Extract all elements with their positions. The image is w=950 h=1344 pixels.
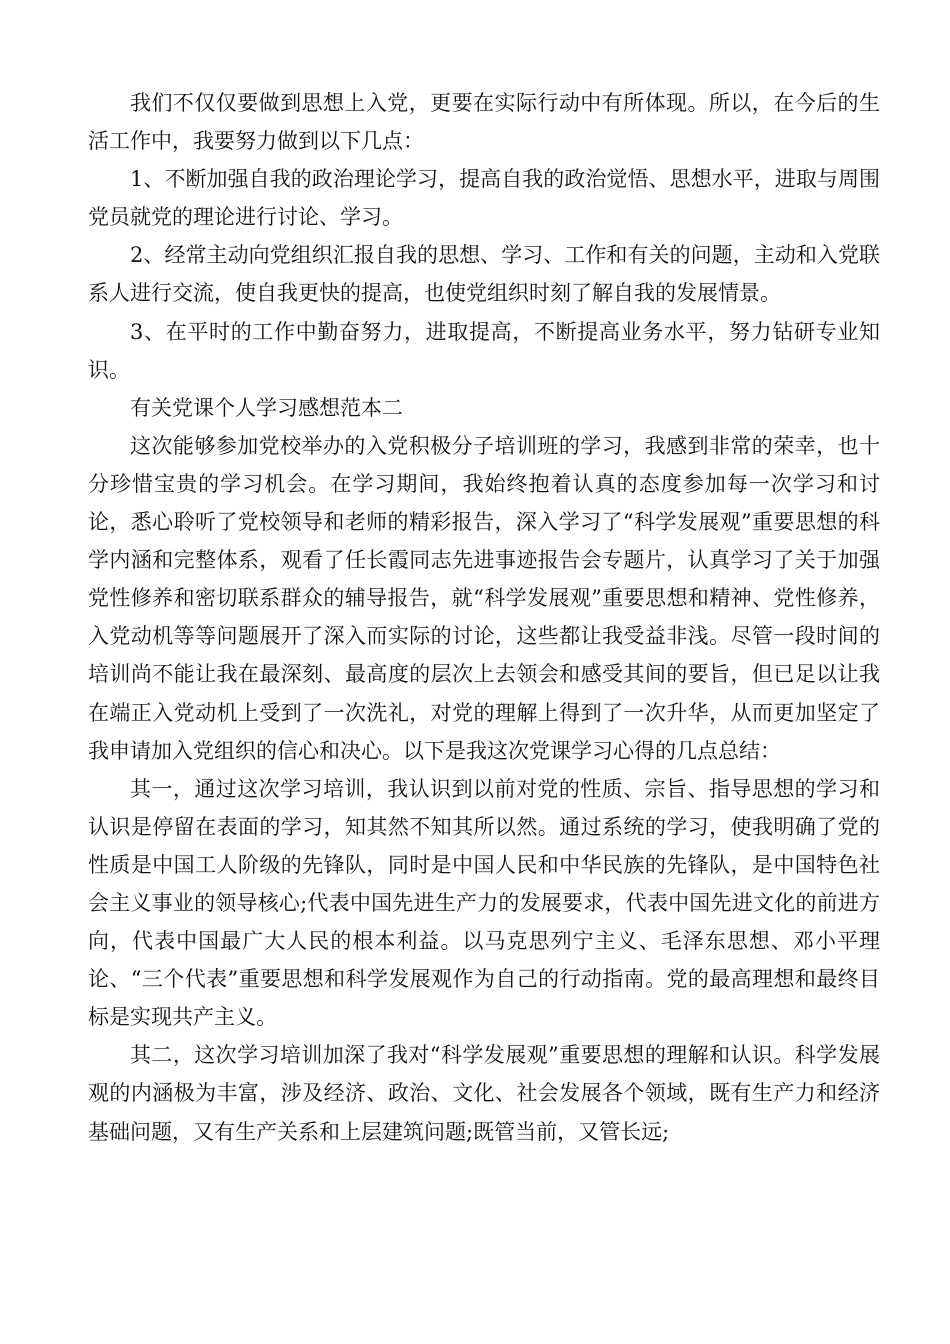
paragraph-point-2: 2、经常主动向党组织汇报自我的思想、学习、工作和有关的问题，主动和入党联系人进行交流，使自我更快的提高，也使党组织时刻了解自我的发展情景。 — [88, 243, 880, 306]
section-title: 有关党课个人学习感想范本二 — [130, 395, 403, 420]
paragraph-intro: 我们不仅仅要做到思想上入党，更要在实际行动中有所体现。所以，在今后的生活工作中，我要努力做到以下几点： — [88, 91, 880, 154]
document-page — [88, 84, 880, 1151]
paragraph-point-3: 3、在平时的工作中勤奋努力，进取提高，不断提高业务水平，努力钻研专业知识。 — [88, 319, 880, 382]
paragraph-training: 这次能够参加党校举办的入党积极分子培训班的学习，我感到非常的荣幸，也十分珍惜宝贵的学习机会。在学习期间，我始终抱着认真的态度参加每一次学习和讨论，悉心聆听了党校领导和老师的精彩报告，深入学习了“科学发展观”重要思想的科学内涵和完整体系，观看了任长霞同志先进事迹报告会专题片，认真学习了关于加强党性修养和密切联系群众的辅导报告，就“科学发展观”重要思想和精神、党性修养，入党动机等等问题展开了深入而实际的讨论，这些都让我受益非浅。尽管一段时间的培训尚不能让我在最深刻、最高度的层次上去领会和感受其间的要旨，但已足以让我在端正入党动机上受到了一次洗礼，对党的理解上得到了一次升华，从而更加坚定了我申请加入党组织的信心和决心。以下是我这次党课学习心得的几点总结： — [88, 433, 880, 763]
paragraph-point-1: 1、不断加强自我的政治理论学习，提高自我的政治觉悟、思想水平，进取与周围党员就党的理论进行讨论、学习。 — [88, 167, 880, 230]
paragraph-first: 其一，通过这次学习培训，我认识到以前对党的性质、宗旨、指导思想的学习和认识是停留在表面的学习，知其然不知其所以然。通过系统的学习，使我明确了党的性质是中国工人阶级的先锋队，同时是中国人民和中华民族的先锋队，是中国特色社会主义事业的领导核心;代表中国先进生产力的发展要求，代表中国先进文化的前进方向，代表中国最广大人民的根本利益。以马克思列宁主义、毛泽东思想、邓小平理论、“三个代表”重要思想和科学发展观作为自己的行动指南。党的最高理想和最终目标是实现共产主义。 — [88, 776, 880, 1030]
paragraph-second: 其二，这次学习培训加深了我对“科学发展观”重要思想的理解和认识。科学发展观的内涵极为丰富，涉及经济、政治、文化、社会发展各个领域，既有生产力和经济基础问题，又有生产关系和上层建筑问题;既管当前，又管长远; — [88, 1043, 880, 1144]
